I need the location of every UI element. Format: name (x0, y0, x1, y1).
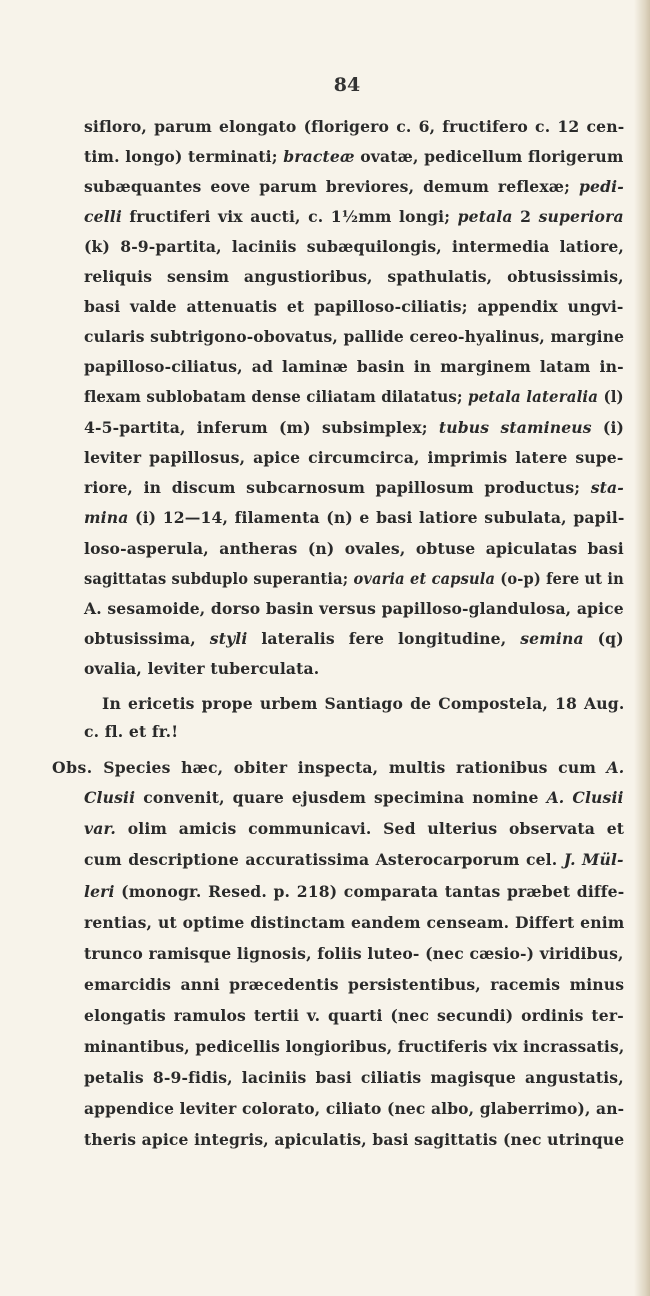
page-number: 84 (333, 74, 361, 96)
text-line (84, 654, 624, 684)
line-segment: pedi- (578, 177, 624, 196)
line-segment: (q) (583, 629, 624, 648)
page-edge-shadow (634, 0, 650, 1296)
text-line (52, 753, 624, 783)
text-line (84, 112, 624, 142)
line-segment: reliquis sensim angustioribus, spathulatis, obtusissimis, (84, 267, 624, 286)
line-segment: tim. longo) terminati; (84, 147, 284, 166)
line-segment: elongatis ramulos tertii v. quarti (nec secundi) ordinis ter- (84, 1006, 624, 1025)
line-segment: Obs. (52, 758, 93, 777)
line-segment: convenit, quare ejusdem specimina nomine (135, 788, 547, 807)
line-segment: (monogr. Resed. p. 218) comparata tantas præbet diffe- (114, 882, 625, 901)
line-segment: semina (520, 629, 584, 648)
text-line (84, 292, 624, 322)
line-segment: (k) 8-9-partita, laciniis subæquilongis, intermedia latiore, (84, 237, 625, 256)
text-line (84, 262, 624, 292)
line-segment: var. (84, 819, 116, 838)
line-segment: appendice leviter colorato, ciliato (nec albo, glaberrimo), an- (84, 1099, 625, 1118)
text-line (84, 232, 624, 262)
line-segment: ovalia, leviter tuberculata. (84, 659, 320, 678)
line-segment: tubus staminеus (438, 418, 592, 437)
line-segment: sta- (590, 478, 624, 497)
line-segment: petala (457, 207, 513, 226)
line-segment: leri (84, 882, 115, 901)
line-segment: basi valde attenuatis et papilloso-ciliatis; appendix ungvi- (84, 297, 624, 316)
line-segment: celli (84, 207, 122, 226)
text-line (84, 534, 624, 564)
line-segment: In ericetis prope urbem Santiago de Compostela, 18 Aug. (102, 694, 625, 713)
text-line (84, 1063, 624, 1093)
line-segment: subæquantes eove parum breviores, demum reflexæ; (84, 177, 579, 196)
text-line (84, 382, 624, 412)
line-segment: A. Clusii (546, 788, 624, 807)
text-line (84, 352, 624, 382)
line-segment: loso-asperula, antheras (n) ovales, obtuse apiculatas basi (84, 539, 624, 558)
line-segment: A. (606, 758, 625, 777)
line-segment: J. Mül- (563, 850, 624, 869)
line-segment: minantibus, pedicellis longioribus, fructiferis vix incrassatis, (84, 1037, 625, 1056)
line-segment: theris apice integris, apiculatis, basi sagittatis (nec utrinque (84, 1130, 625, 1149)
line-segment: sagittatas subduplo superantia; (84, 569, 354, 588)
line-segment: Clusii (84, 788, 136, 807)
line-segment: (i) (591, 418, 625, 437)
text-line (84, 564, 624, 594)
line-segment: cum descriptione accuratissima Asterocarporum cel. (84, 850, 564, 869)
line-segment: fructiferi vix aucti, c. 1½mm longi; (121, 207, 458, 226)
text-line (84, 413, 624, 443)
line-segment: (o-p) fere ut in (495, 569, 624, 588)
text-line (84, 1125, 624, 1155)
line-segment: riore, in discum subcarnosum papillosum productus; (84, 478, 591, 497)
line-segment: 2 (512, 207, 539, 226)
text-line (84, 845, 624, 875)
text-line (84, 503, 624, 533)
line-segment: (i) 12—14, filamenta (n) e basi latiore subulata, papil- (128, 508, 625, 527)
text-line (84, 202, 624, 232)
line-segment: petalis 8-9-fidis, laciniis basi ciliatis magisque angustatis, (84, 1068, 624, 1087)
line-segment: mina (84, 508, 129, 527)
text-line (102, 689, 624, 719)
text-line (84, 1001, 624, 1031)
line-segment: cularis subtrigono-obovatus, pallide cereo-hyalinus, margine (84, 327, 625, 346)
text-line (84, 877, 624, 907)
line-segment: rentias, ut optime distinctam eandem censeam. Differt enim (84, 913, 625, 932)
line-segment: trunco ramisque lignosis, foliis luteo- (nec cæsio-) viridibus, (84, 944, 624, 963)
line-segment: styli (209, 629, 248, 648)
line-segment: petala lateralia (467, 387, 599, 406)
text-line (84, 908, 624, 938)
line-segment: obtusissima, (84, 629, 210, 648)
text-line (84, 939, 624, 969)
text-line (84, 473, 624, 503)
line-segment: olim amicis communicavi. Sed ulterius observata et (115, 819, 625, 838)
line-segment: papilloso-ciliatus, ad laminæ basin in marginem latam in- (84, 357, 624, 376)
line-segment: ovaria et capsula (353, 569, 496, 588)
line-segment: c. fl. et fr.! (84, 722, 179, 741)
line-segment: ovatæ, pedicellum florigerum (354, 147, 624, 166)
line-segment: 4-5-partita, inferum (m) subsimplex; (84, 418, 439, 437)
text-line (84, 1094, 624, 1124)
line-segment: bracteæ (283, 147, 355, 166)
line-segment: lateralis fere longitudine, (247, 629, 521, 648)
text-line (84, 322, 624, 352)
line-segment: superiora (538, 207, 624, 226)
text-line (84, 717, 624, 747)
text-line (84, 624, 624, 654)
line-segment: (l) (598, 387, 624, 406)
line-segment: A. sesamoide, dorso basin versus papilloso-glandulosa, apice (84, 599, 624, 618)
text-line (84, 172, 624, 202)
text-line (84, 142, 624, 172)
line-segment: emarcidis anni præcedentis persistentibus, racemis minus (84, 975, 625, 994)
text-line (84, 1032, 624, 1062)
text-line (84, 783, 624, 813)
text-line (84, 970, 624, 1000)
text-line (84, 594, 624, 624)
text-line (84, 814, 624, 844)
line-segment: sifloro, parum elongato (florigero c. 6, fructifero c. 12 cen- (84, 117, 625, 136)
line-segment: leviter papillosus, apice circumcirca, imprimis latere supe- (84, 448, 624, 467)
line-segment: flexam sublobatam dense ciliatam dilatatus; (84, 387, 468, 406)
line-segment: Species hæc, obiter inspecta, multis rationibus cum (92, 758, 607, 777)
text-line (84, 443, 624, 473)
